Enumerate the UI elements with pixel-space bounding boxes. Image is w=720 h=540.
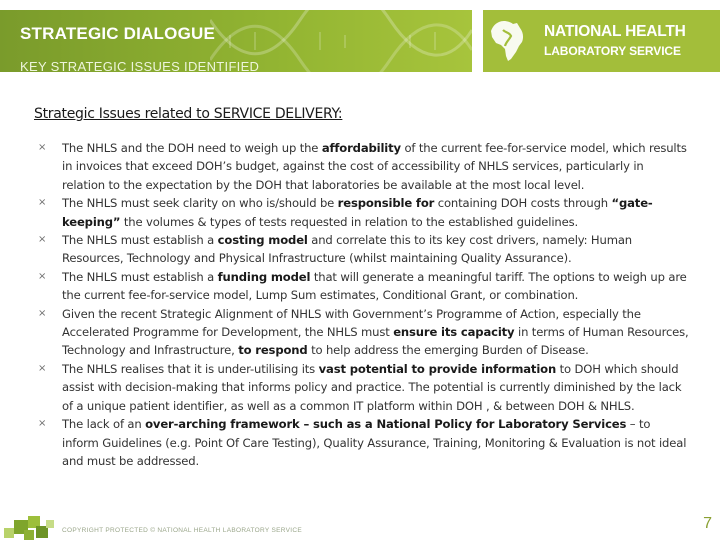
bullet-text: of the current fee-for-service model, which results in invoices that exceed DOH’s budget, against the cost of accessibility of NHLS services, particularly in relation to the expectation by the DOH that laboratories be available at the most local level. xyxy=(62,141,687,192)
bullet-highlight-text: vast potential to provide information xyxy=(318,361,557,376)
bullet-text: Given the recent Strategic Alignment of NHLS with Government’s Programme of Action, especially the Accelerated Programme for Development, the NHLS must xyxy=(62,306,641,340)
bullet-x-icon: × xyxy=(38,418,47,430)
bullet-text: The NHLS must establish a xyxy=(62,233,218,248)
bullet-item xyxy=(34,360,690,415)
bullet-highlight-text: ensure its capacity xyxy=(393,325,515,340)
footer-copyright: COPYRIGHT PROTECTED © NATIONAL HEALTH LABORATORY SERVICE xyxy=(62,527,302,534)
bullet-x-icon: × xyxy=(38,362,47,374)
bullet-highlight-text: over-arching framework – such as a National Policy for Laboratory Services xyxy=(145,417,627,432)
bullet-text: the volumes & types of tests requested in relation to the established guidelines. xyxy=(120,214,579,229)
bullet-item xyxy=(34,415,690,470)
page-number: 7 xyxy=(703,515,712,532)
bullet-text: The NHLS must establish a xyxy=(62,269,218,284)
africa-map-logo-icon xyxy=(489,20,525,62)
bullet-text: – to inform Guidelines (e.g. Point Of Care Testing), Quality Assurance, Training, Monitoring & Evaluation is not ideal and must be addressed. xyxy=(62,417,687,468)
bullet-highlight-text: “gate-keeping” xyxy=(62,196,653,229)
bullet-highlight-text: affordability xyxy=(321,141,401,155)
bullet-x-icon: × xyxy=(38,234,47,246)
page-title: STRATEGIC DIALOGUE xyxy=(20,24,216,43)
bullet-item xyxy=(34,305,690,360)
footer-squares-graphic xyxy=(0,514,64,540)
bullet-list xyxy=(34,139,690,470)
bullet-text: The NHLS and the DOH need to weigh up the xyxy=(62,141,322,155)
bullet-text: to help address the emerging Burden of Disease. xyxy=(307,343,589,358)
bullet-text: to DOH which should assist with decision-making that informs policy and practice. The potential is currently diminished by the lack of a unique patient identifier, as well as a common IT platform within DOH , & between DOH & NHLS. xyxy=(62,361,682,413)
bullet-highlight-text: responsible for xyxy=(337,196,435,211)
bullet-highlight-text: funding model xyxy=(217,269,311,284)
logo-name-line1: NATIONAL HEALTH xyxy=(544,23,686,40)
bullet-x-icon: × xyxy=(38,307,47,319)
bullet-x-icon: × xyxy=(38,142,47,153)
nhls-logo xyxy=(483,10,720,72)
bullet-item xyxy=(34,231,690,268)
logo-name-line2: LABORATORY SERVICE xyxy=(544,44,681,58)
bullet-text: containing DOH costs through xyxy=(434,196,612,211)
bullet-item xyxy=(34,268,690,305)
bullet-text: that will generate a meaningful tariff. The options to weigh up are the current fee-for-service model, Lump Sum estimates, Conditional Grant, or combination. xyxy=(62,269,687,303)
bullet-text: The NHLS realises that it is under-utilising its xyxy=(62,361,319,376)
page-subtitle: KEY STRATEGIC ISSUES IDENTIFIED xyxy=(20,59,260,72)
bullet-x-icon: × xyxy=(38,270,47,282)
bullet-x-icon: × xyxy=(38,197,47,209)
bullet-text: in terms of Human Resources, Technology and Infrastructure, xyxy=(62,325,689,358)
section-heading: Strategic Issues related to SERVICE DELIVERY: xyxy=(34,106,343,122)
bullet-item xyxy=(34,139,690,194)
bullet-text: The lack of an xyxy=(62,417,146,432)
bullet-text: The NHLS must seek clarity on who is/should be xyxy=(62,196,338,211)
header-banner xyxy=(0,10,472,72)
bullet-highlight-text: costing model xyxy=(217,233,308,248)
bullet-item xyxy=(34,194,690,231)
bullet-highlight-text: to respond xyxy=(238,343,308,358)
bullet-text: and correlate this to its key cost drivers, namely: Human Resources, Technology and Physical Infrastructure (whilst maintaining Quality Assurance). xyxy=(62,233,632,266)
